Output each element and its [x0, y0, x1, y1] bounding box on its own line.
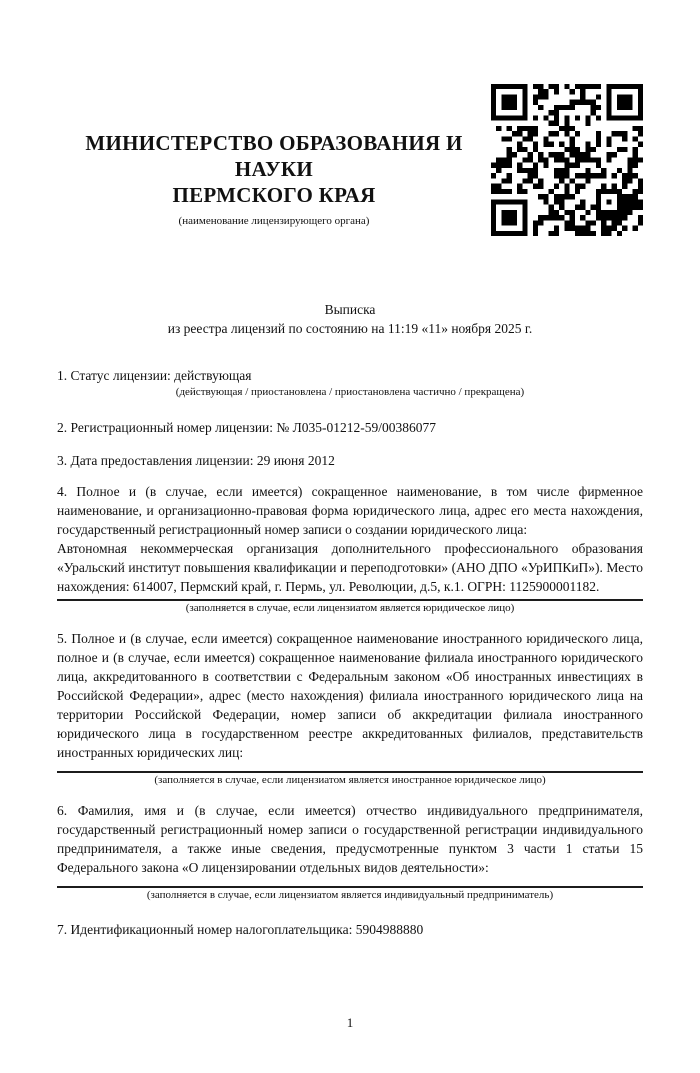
item-foreign-entity-statement: 5. Полное и (в случае, если имеется) сокращенное наименование иностранного юридического лица, полное и (в случае, если имеется) сокращенное наименование филиала иностранного юридического лица, аккредитованного в соответствии с Федеральным законом «Об иностранных инвестициях в Российской Федерации», адрес (место нахождения) филиала иностранного юридического лица на территории Российской Федерации, номер записи об аккредитации филиала иностранного юридического лица в государственном реестре аккредитованных филиалов, представительств иностранных юридических лиц:	[57, 631, 643, 760]
ministry-name-line1: МИНИСТЕРСТВО ОБРАЗОВАНИЯ И НАУКИ	[85, 131, 463, 181]
title-line1: Выписка	[324, 302, 376, 317]
individual-entrepreneur-caption: (заполняется в случае, если лицензиатом является индивидуальный предприниматель)	[146, 889, 554, 901]
item-legal-entity-value: Автономная некоммерческая организация дополнительного профессионального образования «Уральский институт повышения квалификации и переподготовки» (АНО ДПО «УрИПКиП»). Место нахождения: 614007, Пермский край, г. Пермь, ул. Революции, д.5, к.1. ОГРН: 1125900001182.	[57, 541, 643, 594]
item-grant-date: 3. Дата предоставления лицензии: 29 июня 2012	[57, 453, 335, 468]
foreign-entity-caption: (заполняется в случае, если лицензиатом является иностранное юридическое лицо)	[154, 774, 546, 786]
licensing-authority-block	[57, 84, 491, 227]
item-registration-number: 2. Регистрационный номер лицензии: № Л035-01212-59/00386077	[57, 420, 437, 435]
document-page	[0, 84, 700, 1073]
licensing-authority-caption: (наименование лицензирующего органа)	[178, 215, 370, 227]
page-number: 1	[346, 1015, 354, 1030]
item-individual-entrepreneur-statement: 6. Фамилия, имя и (в случае, если имеется) отчество индивидуального предпринимателя, государственный регистрационный номер записи о государственной регистрации индивидуального предпринимателя, а также иные сведения, предусмотренные пунктом 3 части 1 статьи 15 Федерального закона «О лицензировании отдельных видов деятельности»:	[57, 803, 643, 875]
legal-entity-caption: (заполняется в случае, если лицензиатом является юридическое лицо)	[185, 602, 515, 614]
license-status-options-caption: (действующая / приостановлена / приостановлена частично / прекращена)	[175, 386, 525, 398]
item-license-status: 1. Статус лицензии: действующая	[57, 368, 252, 383]
title-line2: из реестра лицензий по состоянию на 11:19 «11» ноября 2025 г.	[167, 321, 533, 336]
qr-code	[491, 84, 643, 236]
document-header	[57, 84, 643, 236]
item-taxpayer-number: 7. Идентификационный номер налогоплательщика: 5904988880	[57, 922, 424, 937]
ministry-name-line2: ПЕРМСКОГО КРАЯ	[172, 183, 376, 207]
item-legal-entity-statement: 4. Полное и (в случае, если имеется) сокращенное наименование, в том числе фирменное наименование, и организационно-правовая форма юридического лица, адрес его места нахождения, государственный регистрационный номер записи о создании юридического лица:	[57, 484, 643, 537]
document-title	[57, 300, 643, 338]
